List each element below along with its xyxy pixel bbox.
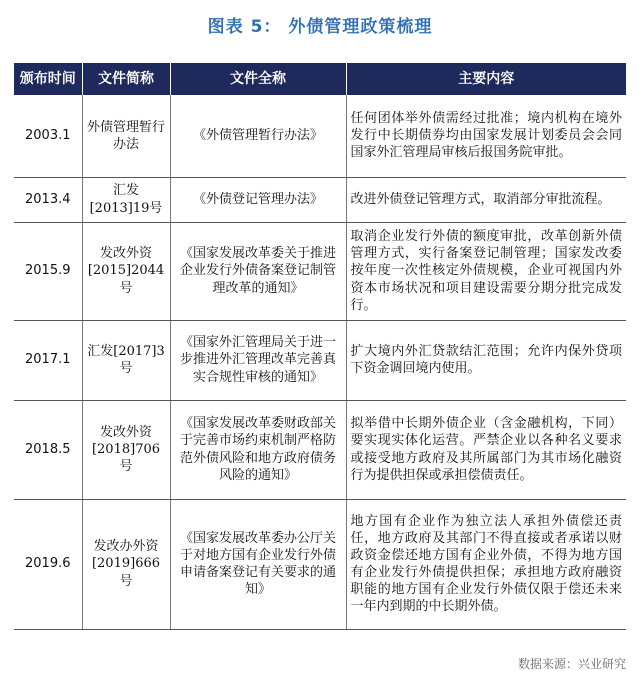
header-date: 颁布时间	[14, 63, 82, 95]
cell-content: 取消企业发行外债的额度审批，改革创新外债管理方式，实行备案登记制管理；国家发改委按年度一次性核定外债规模，企业可视国内外资本市场状况和项目建设需要分期分批完成发行。	[346, 222, 626, 320]
table-row	[14, 400, 626, 499]
header-main-content: 主要内容	[346, 63, 626, 95]
table-row	[14, 177, 626, 222]
source-note: 数据来源：兴业研究	[517, 657, 626, 671]
cell-content: 拟举借中长期外债企业（含金融机构，下同）要实现实体化运营。严禁企业以各种名义要求或接受地方政府及其所属部门为其市场化融资行为提供担保或承担偿债责任。	[346, 400, 626, 499]
cell-short-name: 发改外资[2018]706号	[82, 400, 170, 499]
header-short-name: 文件简称	[82, 63, 170, 95]
cell-content: 任何团体举外债需经过批准；境内机构在境外发行中长期债券均由国家发展计划委员会会同国家外汇管理局审核后报国务院审批。	[346, 95, 626, 177]
cell-full-name: 《外债登记管理办法》	[170, 177, 346, 222]
table-header-row	[14, 63, 626, 95]
table-row	[14, 320, 626, 400]
cell-date: 2013.4	[14, 177, 82, 222]
cell-short-name: 汇发[2013]19号	[82, 177, 170, 222]
cell-short-name: 发改办外资[2019]666号	[82, 499, 170, 629]
table-row	[14, 222, 626, 320]
cell-full-name: 《国家发展改革委关于推进企业发行外债备案登记制管理改革的通知》	[170, 222, 346, 320]
cell-full-name: 《外债管理暂行办法》	[170, 95, 346, 177]
cell-date: 2019.6	[14, 499, 82, 629]
cell-date: 2017.1	[14, 320, 82, 400]
cell-full-name: 《国家发展改革委办公厅关于对地方国有企业发行外债申请备案登记有关要求的通知》	[170, 499, 346, 629]
cell-date: 2018.5	[14, 400, 82, 499]
cell-content: 地方国有企业作为独立法人承担外债偿还责任，地方政府及其部门不得直接或者承诺以财政资金偿还地方国有企业外债，不得为地方国有企业发行外债提供担保；承担地方政府融资职能的地方国有企业发行外债仅限于偿还未来一年内到期的中长期外债。	[346, 499, 626, 629]
figure-title: 图表 5： 外债管理政策梳理	[207, 17, 433, 37]
cell-full-name: 《国家外汇管理局关于进一步推进外汇管理改革完善真实合规性审核的通知》	[170, 320, 346, 400]
table-row	[14, 499, 626, 629]
cell-short-name: 外债管理暂行办法	[82, 95, 170, 177]
table-row	[14, 95, 626, 177]
cell-short-name: 发改外资[2015]2044号	[82, 222, 170, 320]
cell-full-name: 《国家发展改革委财政部关于完善市场约束机制严格防范外债风险和地方政府债务风险的通知》	[170, 400, 346, 499]
cell-date: 2003.1	[14, 95, 82, 177]
cell-date: 2015.9	[14, 222, 82, 320]
cell-short-name: 汇发[2017]3号	[82, 320, 170, 400]
cell-content: 改进外债登记管理方式，取消部分审批流程。	[346, 177, 626, 222]
header-full-name: 文件全称	[170, 63, 346, 95]
policy-table	[14, 63, 626, 630]
cell-content: 扩大境内外汇贷款结汇范围；允许内保外贷项下资金调回境内使用。	[346, 320, 626, 400]
